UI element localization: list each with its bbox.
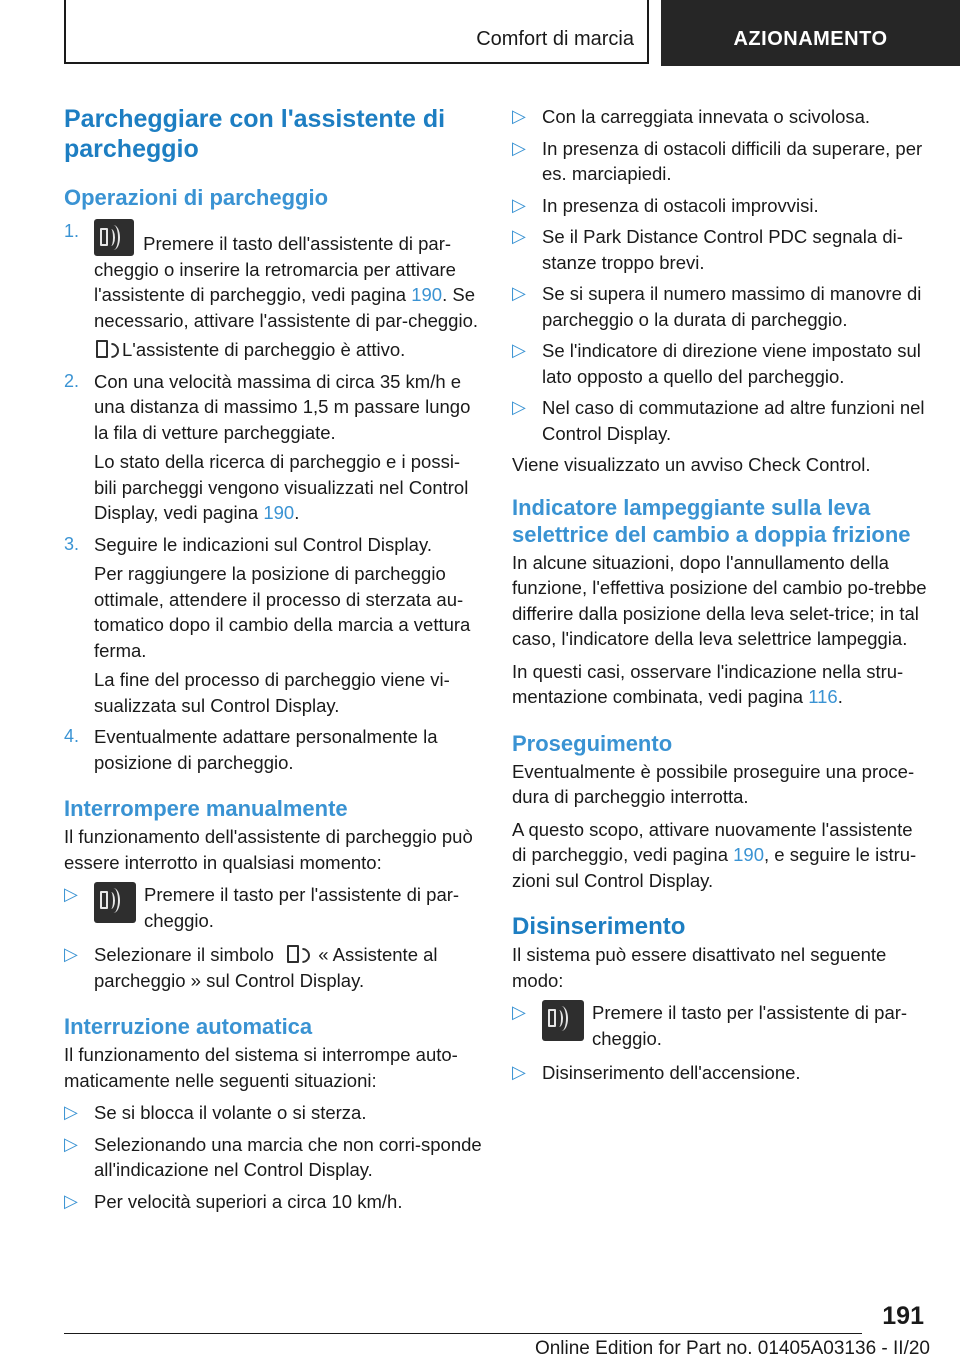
list-marker: ▷ xyxy=(512,397,526,417)
step-note xyxy=(94,449,482,526)
header-section-title: Comfort di marcia xyxy=(476,28,634,50)
list-item xyxy=(64,882,482,936)
list-marker: ▷ xyxy=(512,340,526,360)
step-text: Eventualmente adattare personalmente la posizione di parcheggio. xyxy=(94,726,438,773)
list-item xyxy=(512,224,932,275)
step-number: 3. xyxy=(64,533,80,554)
step-item xyxy=(64,724,482,775)
list-item xyxy=(64,942,482,993)
list-item-text: « Assistente al parcheggio » sul Control Display. xyxy=(94,944,438,991)
heading-auto-interrupt: Interruzione automatica xyxy=(64,1014,313,1039)
list-item xyxy=(512,395,932,446)
heading-continuation: Proseguimento xyxy=(512,730,673,756)
text-fragment: A questo scopo, attivare nuovamente l'assistente di parcheggio, vedi pagina xyxy=(512,818,913,865)
list-marker: ▷ xyxy=(512,106,526,126)
deactivation-list xyxy=(512,1000,932,1086)
list-marker: ▷ xyxy=(64,944,78,964)
list-item xyxy=(512,1060,932,1086)
step-note-text: Lo stato della ricerca di parcheggio e i possi-bili parcheggi vengono visualizzati nel Control Display, vedi pagina xyxy=(94,451,469,523)
step-text: Con una velocità massima di circa 35 km/h e una distanza di massimo 1,5 m passare lungo la fila di vetture parcheggiate. xyxy=(94,370,471,443)
step-text: Premere il tasto dell'assistente di par-cheggio o inserire la retromarcia per attivare l'assistente di parcheggio, vedi pagina xyxy=(94,233,456,305)
step-number: 4. xyxy=(64,726,80,746)
page-number: 191 xyxy=(882,1302,924,1330)
step-note-after: . xyxy=(294,502,300,523)
step-note xyxy=(94,337,482,363)
list-marker: ▷ xyxy=(64,1102,78,1122)
list-item-text: In presenza di ostacoli difficili da superare, per es. marciapiedi. xyxy=(542,137,923,184)
list-item-text: Se il Park Distance Control PDC segnala di-stanze troppo brevi. xyxy=(542,226,903,273)
text-fragment: In questi casi, osservare l'indicazione nella stru-mentazione combinata, vedi pagina xyxy=(512,660,904,707)
heading-deactivation: Disinserimento xyxy=(512,913,686,940)
list-marker: ▷ xyxy=(512,1062,526,1082)
text-fragment: , e seguire le istru-zioni sul Control Display. xyxy=(512,844,917,891)
list-item xyxy=(512,281,932,332)
list-item-text: Per velocità superiori a circa 10 km/h. xyxy=(94,1190,403,1212)
park-assist-button-icon xyxy=(542,1000,584,1041)
list-marker: ▷ xyxy=(64,1190,78,1211)
list-item xyxy=(512,104,932,130)
auto-interrupt-list xyxy=(64,1100,482,1214)
list-item-text: Se l'indicatore di direzione viene impostato sul lato opposto a quello del parcheggio. xyxy=(542,340,921,387)
page-link[interactable]: 190 xyxy=(733,844,765,865)
park-assist-button-icon xyxy=(94,882,136,923)
text-fragment: . xyxy=(837,686,843,707)
list-item xyxy=(64,1100,482,1126)
heading-parking-operations: Operazioni di parcheggio xyxy=(64,185,329,210)
list-marker: ▷ xyxy=(512,1002,526,1022)
list-item xyxy=(512,338,932,389)
step-note: Per raggiungere la posizione di parcheggio ottimale, attendere il processo di sterzata au-tomatico dopo il cambio della marcia a vettura ferma. xyxy=(94,563,471,661)
manual-interrupt-text: Il funzionamento dell'assistente di parcheggio può essere interrotto in qualsiasi momento: xyxy=(64,826,473,873)
footer-divider xyxy=(64,1333,862,1334)
list-item xyxy=(512,1000,932,1054)
page-header xyxy=(0,0,960,66)
deactivation-text: Il sistema può essere disattivato nel seguente modo: xyxy=(512,944,887,991)
list-item-text: Selezionare il simbolo xyxy=(94,944,274,965)
list-marker: ▷ xyxy=(512,137,526,158)
header-chapter-tab xyxy=(661,0,960,66)
footer-edition: Online Edition for Part no. 01405A03136 - II/20 xyxy=(534,1338,930,1359)
park-assist-button-icon xyxy=(94,219,134,256)
step-note: La fine del processo di parcheggio viene vi-sualizzata sul Control Display. xyxy=(94,669,450,716)
page-title: Parcheggiare con l'assistente di parcheggio xyxy=(64,105,446,163)
header-chapter-label: AZIONAMENTO xyxy=(733,28,888,50)
list-marker: ▷ xyxy=(512,226,526,246)
list-item-text: Con la carreggiata innevata o scivolosa. xyxy=(542,106,871,127)
list-item-text: Selezionando una marcia che non corri-sponde all'indicazione nel Control Display. xyxy=(94,1133,482,1180)
selector-lever-text-2 xyxy=(512,659,932,710)
right-column xyxy=(512,100,932,1092)
step-item xyxy=(64,369,482,526)
list-item-text: Premere il tasto per l'assistente di par-cheggio. xyxy=(592,1002,908,1049)
heading-manual-interrupt: Interrompere manualmente xyxy=(64,796,348,821)
list-item-text: In presenza di ostacoli improvvisi. xyxy=(542,194,819,216)
continuation-text: Eventualmente è possibile proseguire una proce-dura di parcheggio interrotta. xyxy=(512,760,915,807)
page-link[interactable]: 190 xyxy=(411,284,443,305)
step-item xyxy=(64,532,482,719)
steps-list xyxy=(64,219,482,775)
list-item-text: Se si supera il numero massimo di manovre di parcheggio o la durata di parcheggio. xyxy=(542,283,922,330)
auto-interrupt-text: Il funzionamento del sistema si interrompe auto-maticamente nelle seguenti situazioni: xyxy=(64,1044,458,1091)
list-item-text: Nel caso di commutazione ad altre funzioni nel Control Display. xyxy=(542,397,925,444)
park-assist-symbol-icon xyxy=(94,337,118,359)
list-marker: ▷ xyxy=(64,1133,78,1154)
page-link[interactable]: 116 xyxy=(808,686,838,707)
list-item-text: Se si blocca il volante o si sterza. xyxy=(94,1102,367,1123)
continuation-text-2 xyxy=(512,817,932,894)
page-link[interactable]: 190 xyxy=(263,502,295,523)
step-number: 2. xyxy=(64,370,80,391)
auto-interrupt-list-continued xyxy=(512,104,932,446)
step-text-after: . Se necessario, attivare l'assistente di par-cheggio. xyxy=(94,284,479,331)
step-text: Seguire le indicazioni sul Control Display. xyxy=(94,533,432,555)
left-column xyxy=(64,100,482,1220)
list-item-text: Disinserimento dell'accensione. xyxy=(542,1062,801,1083)
park-assist-symbol-icon xyxy=(285,942,309,964)
step-number: 1. xyxy=(64,221,80,241)
selector-lever-text: In alcune situazioni, dopo l'annullamento della funzione, l'effettiva posizione del cambio po-trebbe differire dalla posizione della leva selet-trice; in tal caso, l'indicatore della leva selettrice lampeggia. xyxy=(512,551,927,649)
step-note-text: L'assistente di parcheggio è attivo. xyxy=(122,339,406,360)
list-marker: ▷ xyxy=(512,283,526,303)
list-item xyxy=(64,1189,482,1215)
manual-interrupt-list xyxy=(64,882,482,993)
heading-selector-lever-indicator: Indicatore lampeggiante sulla leva selettrice del cambio a doppia frizione xyxy=(512,494,911,547)
step-item xyxy=(64,219,482,363)
list-item-text: Premere il tasto per l'assistente di par-cheggio. xyxy=(144,884,460,931)
list-item xyxy=(64,1132,482,1183)
list-item xyxy=(512,193,932,219)
list-item xyxy=(512,136,932,187)
list-marker: ▷ xyxy=(512,194,526,215)
check-control-text: Viene visualizzato un avviso Check Control. xyxy=(512,454,871,475)
list-marker: ▷ xyxy=(64,884,78,904)
